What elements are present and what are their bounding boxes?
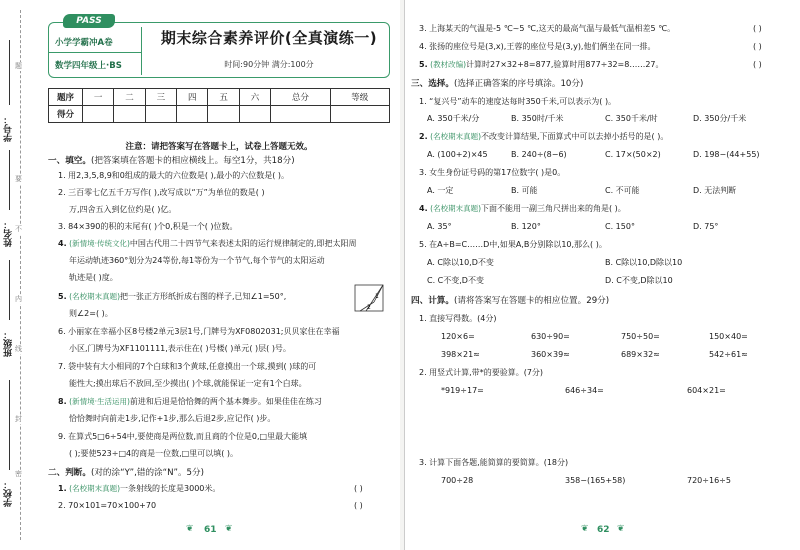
score-input[interactable] xyxy=(114,106,145,123)
option[interactable]: B. 350时/千米 xyxy=(511,114,564,123)
score-input[interactable] xyxy=(177,106,208,123)
student-id-label: 学号： xyxy=(4,115,14,142)
question-line: 4. 张扬的座位号是(3,x),王蓉的座位号是(3,y),他们俩坐在同一排。 xyxy=(419,42,656,51)
calc-item: 398×21≈ xyxy=(441,350,480,359)
option[interactable]: C. 17×(50×2) xyxy=(605,150,661,159)
score-value-row xyxy=(49,106,390,123)
score-input[interactable] xyxy=(239,106,270,123)
question-number: 4. xyxy=(419,204,428,213)
question-line: 2. 用竖式计算,带*的要验算。(7分) xyxy=(419,368,544,377)
calc-item: 750÷50= xyxy=(621,332,660,341)
score-header-row xyxy=(49,89,390,106)
option[interactable]: A. 35° xyxy=(427,222,452,231)
score-cell: 五 xyxy=(208,89,239,106)
folded-square-figure xyxy=(354,284,384,312)
cut-char: 内 xyxy=(15,295,22,303)
calc-item: 120×6= xyxy=(441,332,475,341)
student-id-line xyxy=(9,40,10,105)
option[interactable]: D. 198−(44+55) xyxy=(693,150,760,159)
option[interactable]: D. 75° xyxy=(693,222,719,231)
question-line xyxy=(58,484,220,494)
option[interactable]: C. 150° xyxy=(605,222,635,231)
question-number: 5. xyxy=(419,60,428,69)
cut-char: 密 xyxy=(15,470,22,478)
question-number: 1. xyxy=(58,484,67,493)
cut-char: 要 xyxy=(15,175,22,183)
score-cell: 二 xyxy=(114,89,145,106)
section-heading xyxy=(411,296,609,306)
section-heading xyxy=(411,79,583,89)
score-cell: 等级 xyxy=(330,89,389,106)
calc-item: 542÷61≈ xyxy=(709,350,748,359)
cut-line xyxy=(20,10,21,540)
calc-item: 689×32≈ xyxy=(621,350,660,359)
section-title: 四、计算。 xyxy=(411,296,454,306)
question-line xyxy=(58,239,356,249)
calc-item: 720÷16÷5 xyxy=(687,476,731,485)
question-tag: (教材改编) xyxy=(430,60,467,69)
page-number: 61 xyxy=(204,525,217,535)
section-desc: (把答案填在答题卡的相应横线上。每空1分，共18分) xyxy=(90,156,295,166)
question-text: 把一张正方形纸折成右图的样子,已知∠1=50°, xyxy=(120,292,287,301)
calc-item: 646÷34= xyxy=(565,386,604,395)
score-input[interactable] xyxy=(83,106,114,123)
question-line: 2. 三百零七亿五千万写作( ),改写成以“万”为单位的数是( ) xyxy=(58,188,265,197)
question-line: 能性大;摸出球后不放回,至少摸出( )个球,就能保证一定有1个白球。 xyxy=(69,379,307,388)
calc-item: 700÷28 xyxy=(441,476,474,485)
score-cell: 一 xyxy=(83,89,114,106)
calc-item: *919÷17= xyxy=(441,386,484,395)
section-title: 一、填空。 xyxy=(48,156,91,166)
question-line: 3. 计算下面各题,能简算的要简算。(18分) xyxy=(419,458,569,467)
question-line: 9. 在算式5□6÷54中,要使商是两位数,而且商的个位是0,□里最大能填 xyxy=(58,432,308,441)
option[interactable]: B. 120° xyxy=(511,222,541,231)
option[interactable]: A. (100+2)×45 xyxy=(427,150,488,159)
question-tag: (新情境·生活运用) xyxy=(69,397,130,406)
section-heading xyxy=(48,468,204,478)
calc-item: 360×39≈ xyxy=(531,350,570,359)
answer-paren[interactable]: ( ) xyxy=(753,24,762,33)
cut-char: 不 xyxy=(15,225,22,233)
question-line: 1. “复兴号”动车的速度达每时350千米,可以表示为( )。 xyxy=(419,97,617,106)
question-text: 不改变计算结果,下面算式中可以去掉小括号的是( )。 xyxy=(481,132,669,141)
question-line: 3. 女生身份证号码的第17位数字( )是0。 xyxy=(419,168,566,177)
school-label: 学校： xyxy=(4,480,14,507)
series-name: 小学学霸冲A卷 xyxy=(55,38,113,48)
binding-margin xyxy=(0,0,44,550)
question-line: 6. 小丽家在幸福小区8号楼2单元3层1号,门牌号为XF0802031;贝贝家住在幸福 xyxy=(58,327,340,336)
question-line xyxy=(58,397,322,407)
answer-paren[interactable]: ( ) xyxy=(753,42,762,51)
question-line: 2. 70×101=70×100+70 xyxy=(58,501,157,510)
question-text: 一条射线的长度是3000米。 xyxy=(120,484,221,493)
section-desc: (选择正确答案的序号填涂。10分) xyxy=(453,79,584,89)
score-input[interactable] xyxy=(271,106,330,123)
calc-item: 630÷90= xyxy=(531,332,570,341)
question-text: 中国古代用二十四节气来表述太阳的运行规律制定的,即把太阳周 xyxy=(129,239,357,248)
score-cell: 三 xyxy=(145,89,176,106)
question-number: 2. xyxy=(419,132,428,141)
question-line: 5. 在A÷B=C……D中,如果A,B分别除以10,那么( )。 xyxy=(419,240,607,249)
question-line: 3. 上海某天的气温是-5 ℃~5 ℃,这天的最高气温与最低气温相差5 ℃。 xyxy=(419,24,676,33)
question-line: 恰恰舞时向前走1步,记作+1步,那么后退2步,应记作( )步。 xyxy=(69,414,276,423)
option[interactable]: C. C不变,D不变 xyxy=(427,276,484,285)
section-title: 二、判断。 xyxy=(48,468,91,478)
question-number: 4. xyxy=(58,239,67,248)
question-tag: (名校期末真题) xyxy=(430,204,482,213)
calc-item: 358−(165+58) xyxy=(565,476,626,485)
notice: 注意：请把答案写在答题卡上，试卷上答题无效。 xyxy=(125,142,313,152)
answer-paren[interactable]: ( ) xyxy=(354,484,363,493)
question-line: 则∠2=( )。 xyxy=(69,309,113,318)
score-cell: 四 xyxy=(177,89,208,106)
question-number: 5. xyxy=(58,292,67,301)
option[interactable]: D. 无法判断 xyxy=(693,186,737,195)
option[interactable]: B. C除以10,D除以10 xyxy=(605,258,683,267)
header-divider xyxy=(141,27,142,75)
option[interactable]: B. 可能 xyxy=(511,186,538,195)
right-page xyxy=(404,0,800,550)
score-cell: 题序 xyxy=(49,89,83,106)
pass-badge: PASS xyxy=(63,14,115,28)
option[interactable]: A. 350千米/分 xyxy=(427,114,480,123)
question-line xyxy=(419,204,626,214)
calc-item: 604×21= xyxy=(687,386,726,395)
option[interactable]: C. 不可能 xyxy=(605,186,640,195)
section-title: 三、选择。 xyxy=(411,79,454,89)
option[interactable]: A. 一定 xyxy=(427,186,454,195)
question-text: 计算时27×32+8=877,验算时用877÷32=8……27。 xyxy=(466,60,664,69)
question-line xyxy=(419,132,668,142)
question-line: 万,四舍五入到亿位约是( )亿。 xyxy=(69,205,177,214)
class-label: 班级： xyxy=(4,330,14,357)
answer-paren[interactable]: ( ) xyxy=(753,60,762,69)
score-input[interactable] xyxy=(330,106,389,123)
question-line: 7. 袋中装有大小相同的7个白球和3个黄球,任意摸出一个球,摸到( )球的可 xyxy=(58,362,317,371)
option[interactable]: B. 240÷(8−6) xyxy=(511,150,567,159)
question-tag: (名校期末真题) xyxy=(430,132,482,141)
leaf-icon: ❦ xyxy=(617,524,625,534)
option[interactable]: D. C不变,D除以10 xyxy=(605,276,673,285)
section-desc: (请将答案写在答题卡的相应位置。29分) xyxy=(453,296,610,306)
question-line: 轨迹是( )度。 xyxy=(69,273,118,282)
angle-label: 2 xyxy=(367,304,371,311)
question-line: ( );要使523÷□4的商是一位数,□里可以填( )。 xyxy=(69,449,238,458)
paper-header xyxy=(48,16,390,78)
question-line: 1. 用2,3,5,8,9和0组成的最大的六位数是( ),最小的六位数是( )。 xyxy=(58,171,289,180)
school-line xyxy=(9,380,10,470)
score-table xyxy=(48,88,390,123)
header-divider xyxy=(49,52,141,53)
score-input[interactable] xyxy=(208,106,239,123)
score-cell: 得分 xyxy=(49,106,83,123)
question-line: 小区,门牌号为XF1101111,表示住在( )号楼( )单元( )层( )号。 xyxy=(69,344,291,353)
question-tag: (名校期末真题) xyxy=(69,484,121,493)
cut-char: 线 xyxy=(15,345,22,353)
score-input[interactable] xyxy=(145,106,176,123)
angle-label: 1 xyxy=(375,293,379,300)
score-cell: 总分 xyxy=(271,89,330,106)
time-score: 时间:90分钟 满分:100分 xyxy=(224,60,314,69)
question-number: 8. xyxy=(58,397,67,406)
question-tag: (新情境·传统文化) xyxy=(69,239,130,248)
class-line xyxy=(9,260,10,320)
leaf-icon: ❦ xyxy=(186,524,194,534)
answer-paren[interactable]: ( ) xyxy=(354,501,363,510)
question-text: 下面不能用一副三角尺拼出来的角是( )。 xyxy=(481,204,626,213)
question-line: 1. 直接写得数。(4分) xyxy=(419,314,497,323)
leaf-icon: ❦ xyxy=(225,524,233,534)
question-line xyxy=(58,292,286,302)
question-line: 年运动轨迹360°划分为24等份,每1等份为一个节气,每个节气的太阳运动 xyxy=(69,256,325,265)
score-cell: 六 xyxy=(239,89,270,106)
leaf-icon: ❦ xyxy=(581,524,589,534)
question-line: 3. 84×390的积的末尾有( )个0,积是一个( )位数。 xyxy=(58,222,238,231)
section-heading xyxy=(48,156,295,166)
cut-char: 封 xyxy=(15,415,22,423)
question-tag: (名校期末真题) xyxy=(69,292,121,301)
name-line xyxy=(9,150,10,210)
cut-char: 题 xyxy=(15,62,22,70)
section-desc: (对的涂“Y”,错的涂“N”。5分) xyxy=(90,468,204,478)
option[interactable]: D. 350分/千米 xyxy=(693,114,747,123)
question-text: 前进和后退是恰恰舞的两个基本舞步。如果佳佳在练习 xyxy=(129,397,322,406)
option[interactable]: A. C除以10,D不变 xyxy=(427,258,494,267)
paper-title: 期末综合素养评价(全真演练一) xyxy=(160,29,378,47)
option[interactable]: C. 350千米/时 xyxy=(605,114,658,123)
page-number: 62 xyxy=(597,525,610,535)
grade-label: 数学四年级上·BS xyxy=(55,61,122,71)
question-line xyxy=(419,60,664,70)
calc-item: 150×40= xyxy=(709,332,748,341)
name-label: 姓名： xyxy=(4,220,14,247)
